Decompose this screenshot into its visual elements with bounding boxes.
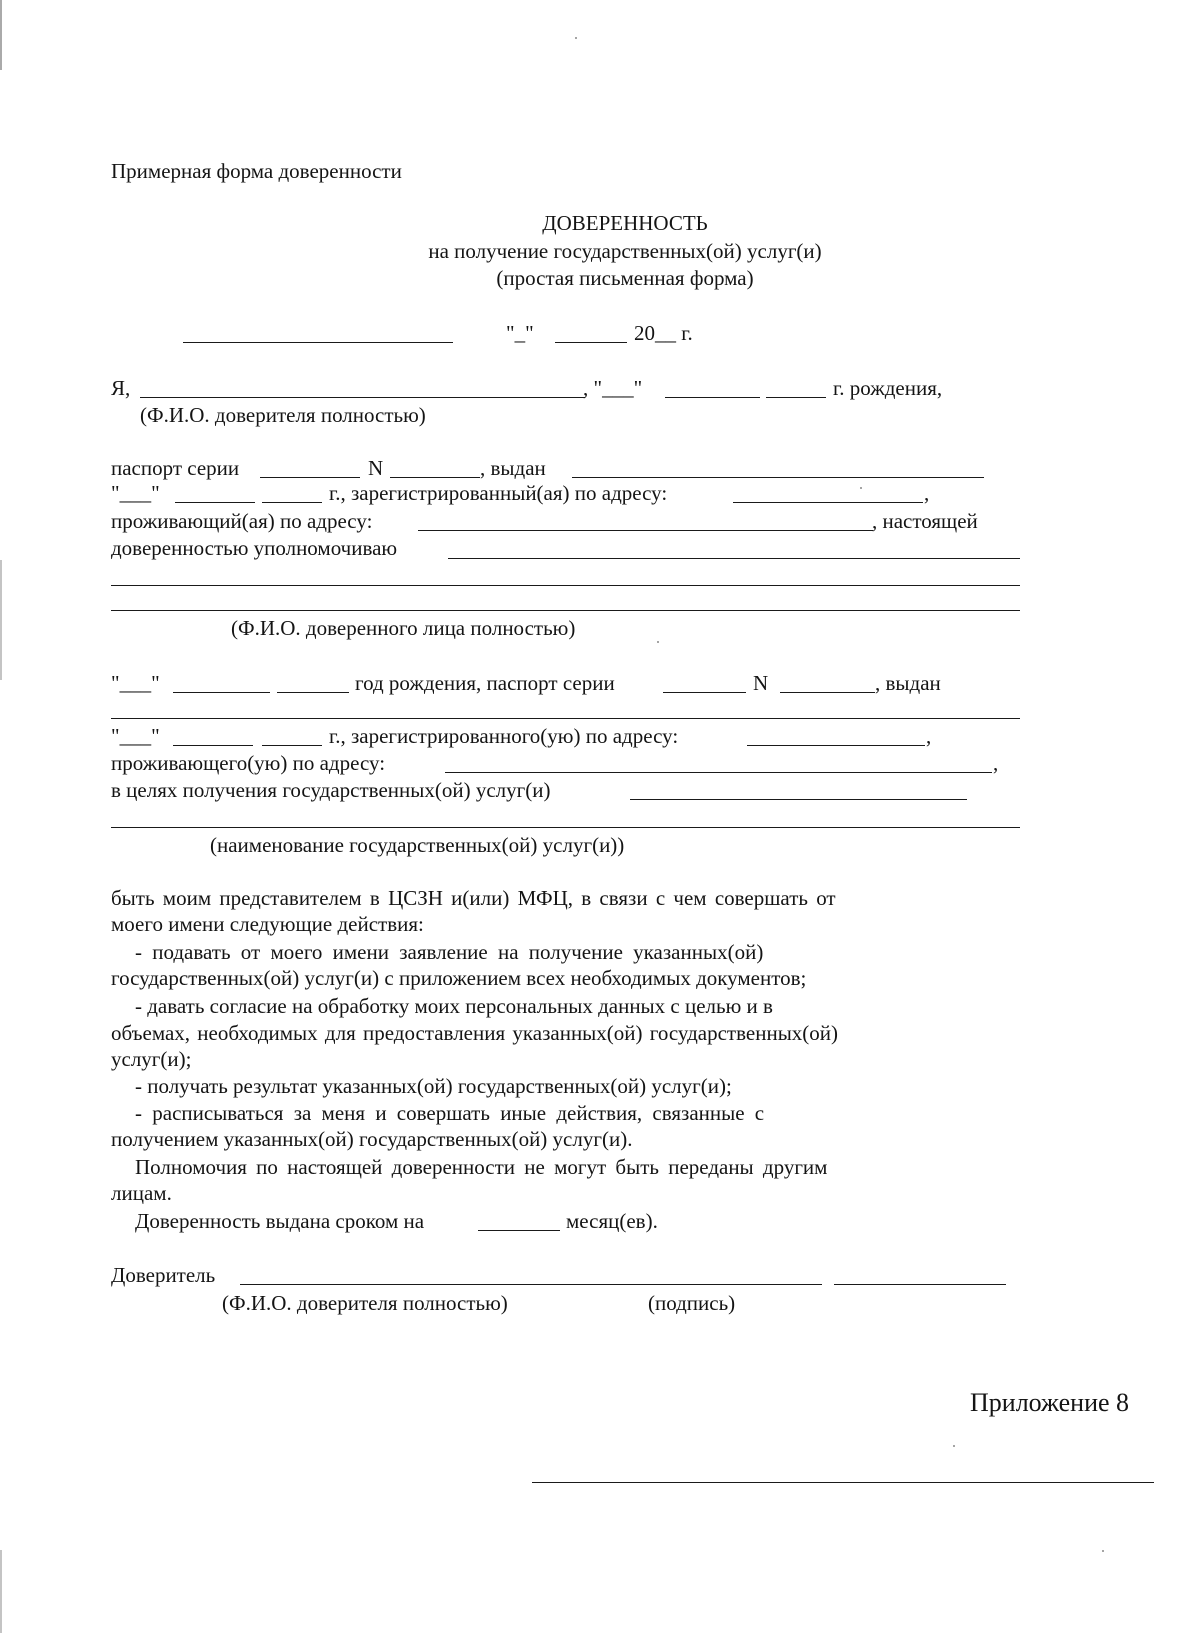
principal-birth-day: , "___"	[583, 376, 643, 400]
principal-birth-year-line	[766, 397, 826, 398]
document-subtitle: на получение государственных(ой) услуг(и)	[428, 239, 822, 263]
scan-dot	[657, 641, 659, 643]
attorney-n-label: N	[753, 671, 769, 695]
passport-n-label: N	[368, 456, 384, 480]
body-bullet4-line2: получением указанных(ой) государственных(ой) услуг(и).	[111, 1127, 633, 1151]
scan-dot	[953, 1445, 955, 1447]
place-line	[183, 342, 453, 343]
principal-signature-name-line	[240, 1284, 822, 1285]
attorney-name-line-2	[111, 585, 1020, 586]
attorney-birth-day: "___"	[111, 671, 160, 695]
scan-margin-mark	[0, 560, 2, 680]
registered-label: г., зарегистрированный(ая) по адресу:	[329, 481, 668, 505]
attorney-living-address-line	[445, 772, 992, 773]
term-label: Доверенность выдана сроком на	[135, 1209, 425, 1233]
term-months-line	[478, 1230, 560, 1231]
passport-issued-line	[572, 477, 984, 478]
scan-dot	[860, 487, 862, 489]
attorney-birth-year-line	[277, 692, 349, 693]
scan-margin-mark	[0, 0, 2, 70]
passport-date-day: "___"	[111, 481, 160, 505]
attorney-registered-address-line	[747, 745, 925, 746]
attorney-living-comma: ,	[993, 751, 999, 775]
term-months-label: месяц(ев).	[566, 1209, 658, 1233]
principal-signature-label: Доверитель	[111, 1263, 216, 1287]
attorney-name-line-3	[111, 610, 1020, 611]
attorney-name-caption: (Ф.И.О. доверенного лица полностью)	[231, 616, 576, 640]
registered-comma: ,	[924, 481, 930, 505]
passport-series-line	[260, 477, 360, 478]
appendix-label: Приложение 8	[970, 1388, 1130, 1417]
this-label: , настоящей	[872, 509, 978, 533]
appendix-bottom-line	[532, 1482, 1154, 1483]
principal-birth-month-line	[665, 397, 760, 398]
attorney-name-line-1	[448, 558, 1020, 559]
passport-series-label: паспорт серии	[111, 456, 240, 480]
services-line-1	[630, 799, 967, 800]
services-caption: (наименование государственных(ой) услуг(и))	[210, 833, 625, 857]
body-p1-line2: моего имени следующие действия:	[111, 912, 424, 936]
passport-number-line	[390, 477, 480, 478]
body-bullet4-line1: - расписываться за меня и совершать иные действия, связанные с	[135, 1101, 765, 1125]
body-bullet1-line1: - подавать от моего имени заявление на получение указанных(ой)	[135, 940, 764, 964]
passport-date-year-line	[262, 502, 322, 503]
attorney-birth-passport-label: год рождения, паспорт серии	[355, 671, 615, 695]
attorney-date-month-line	[173, 745, 253, 746]
body-p2-line2: лицам.	[111, 1181, 172, 1205]
attorney-passport-series-line	[663, 692, 746, 693]
attorney-passport-number-line	[780, 692, 875, 693]
body-bullet2-line1: - давать согласие на обработку моих персональных данных с целью и в	[135, 994, 773, 1018]
document-title: ДОВЕРЕННОСТЬ	[542, 211, 708, 235]
signature-sign-caption: (подпись)	[648, 1291, 736, 1315]
principal-signature-line	[834, 1284, 1006, 1285]
date-year: 20__ г.	[634, 321, 693, 345]
body-bullet2-line3: услуг(и);	[111, 1047, 192, 1071]
attorney-registered-comma: ,	[926, 724, 932, 748]
date-day: "_"	[506, 321, 534, 345]
body-p2-line1: Полномочия по настоящей доверенности не могут быть переданы другим	[135, 1155, 828, 1179]
principal-name-caption: (Ф.И.О. доверителя полностью)	[140, 403, 426, 427]
scan-margin-mark	[0, 1550, 2, 1633]
principal-ya: Я,	[111, 376, 131, 400]
date-month-line	[555, 342, 627, 343]
passport-date-month-line	[175, 502, 255, 503]
living-address-line	[418, 530, 873, 531]
scan-dot	[1102, 1550, 1104, 1552]
body-p1-line1: быть моим представителем в ЦСЗН и(или) МФЦ, в связи с чем совершать от	[111, 886, 836, 910]
signature-name-caption: (Ф.И.О. доверителя полностью)	[222, 1291, 508, 1315]
services-line-2	[111, 827, 1020, 828]
principal-birth-label: г. рождения,	[833, 376, 943, 400]
attorney-issued-label: , выдан	[875, 671, 941, 695]
document-form-type: (простая письменная форма)	[496, 266, 754, 290]
registered-address-line	[733, 502, 923, 503]
attorney-date-day: "___"	[111, 724, 160, 748]
attorney-living-label: проживающего(ую) по адресу:	[111, 751, 386, 775]
attorney-date-year-line	[262, 745, 322, 746]
passport-issued-label: , выдан	[480, 456, 546, 480]
attorney-registered-label: г., зарегистрированного(ую) по адресу:	[329, 724, 679, 748]
living-label: проживающий(ая) по адресу:	[111, 509, 373, 533]
body-bullet3: - получать результат указанных(ой) государственных(ой) услуг(и);	[135, 1074, 732, 1098]
principal-name-line	[140, 397, 585, 398]
purpose-label: в целях получения государственных(ой) услуг(и)	[111, 778, 551, 802]
attorney-issued-line	[111, 718, 1020, 719]
body-bullet2-line2: объемах, необходимых для предоставления указанных(ой) государственных(ой)	[111, 1021, 839, 1045]
sample-form-label: Примерная форма доверенности	[111, 159, 402, 183]
attorney-birth-month-line	[173, 692, 270, 693]
body-bullet1-line2: государственных(ой) услуг(и) с приложением всех необходимых документов;	[111, 966, 807, 990]
scan-dot	[575, 37, 577, 39]
authorize-label: доверенностью уполномочиваю	[111, 536, 398, 560]
